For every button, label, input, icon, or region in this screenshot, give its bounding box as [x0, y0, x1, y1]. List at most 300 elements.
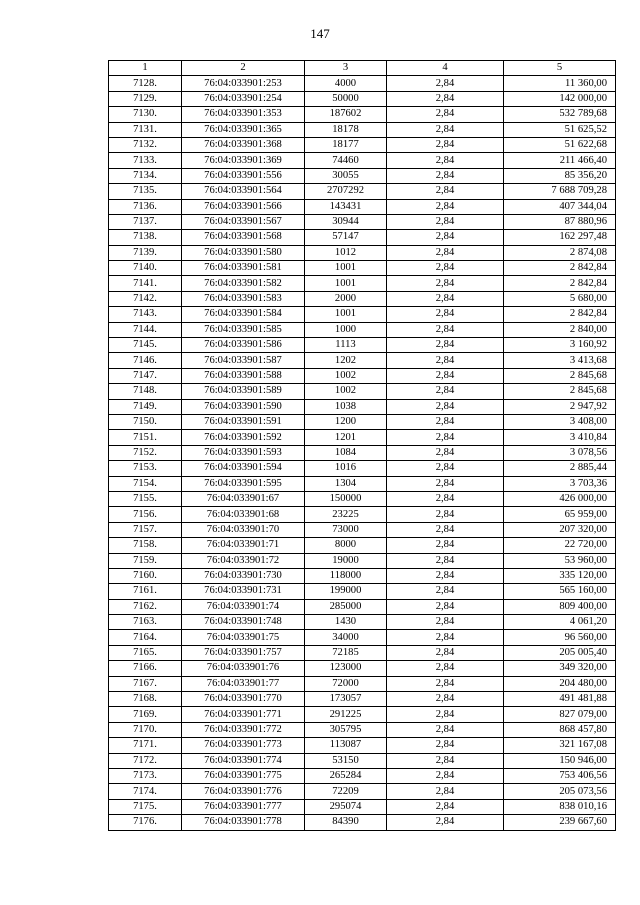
amount-cell: 2 885,44	[504, 461, 616, 476]
row-number-cell: 7166.	[109, 661, 182, 676]
amount-cell: 11 360,00	[504, 76, 616, 91]
rate-cell: 2,84	[387, 722, 504, 737]
rate-cell: 2,84	[387, 322, 504, 337]
amount-cell: 2 874,08	[504, 245, 616, 260]
cadastral-number-cell: 76:04:033901:588	[182, 368, 305, 383]
row-number-cell: 7172.	[109, 753, 182, 768]
table-row	[109, 815, 616, 830]
rate-cell: 2,84	[387, 261, 504, 276]
rate-cell: 2,84	[387, 122, 504, 137]
area-cell: 118000	[305, 568, 387, 583]
rate-cell: 2,84	[387, 553, 504, 568]
table-row	[109, 122, 616, 137]
page-number: 147	[310, 26, 330, 41]
row-number-cell: 7131.	[109, 122, 182, 137]
amount-cell: 2 845,68	[504, 384, 616, 399]
area-cell: 1038	[305, 399, 387, 414]
row-number-cell: 7167.	[109, 676, 182, 691]
table-row	[109, 430, 616, 445]
cadastral-number-cell: 76:04:033901:778	[182, 815, 305, 830]
area-cell: 1113	[305, 338, 387, 353]
cadastral-number-cell: 76:04:033901:369	[182, 153, 305, 168]
cadastral-number-cell: 76:04:033901:776	[182, 784, 305, 799]
column-header-2: 2	[182, 61, 305, 76]
area-cell: 1000	[305, 322, 387, 337]
row-number-cell: 7164.	[109, 630, 182, 645]
amount-cell: 4 061,20	[504, 615, 616, 630]
table-row	[109, 214, 616, 229]
area-cell: 1002	[305, 384, 387, 399]
rate-cell: 2,84	[387, 430, 504, 445]
row-number-cell: 7153.	[109, 461, 182, 476]
column-header-5: 5	[504, 61, 616, 76]
cadastral-number-cell: 76:04:033901:68	[182, 507, 305, 522]
cadastral-number-cell: 76:04:033901:581	[182, 261, 305, 276]
row-number-cell: 7162.	[109, 599, 182, 614]
table-row	[109, 522, 616, 537]
row-number-cell: 7159.	[109, 553, 182, 568]
table-row	[109, 91, 616, 106]
cadastral-number-cell: 76:04:033901:589	[182, 384, 305, 399]
rate-cell: 2,84	[387, 676, 504, 691]
table-row	[109, 414, 616, 429]
amount-cell: 407 344,04	[504, 199, 616, 214]
cadastral-number-cell: 76:04:033901:587	[182, 353, 305, 368]
amount-cell: 321 167,08	[504, 738, 616, 753]
row-number-cell: 7160.	[109, 568, 182, 583]
rate-cell: 2,84	[387, 276, 504, 291]
cadastral-number-cell: 76:04:033901:568	[182, 230, 305, 245]
amount-cell: 426 000,00	[504, 491, 616, 506]
cadastral-number-cell: 76:04:033901:368	[182, 137, 305, 152]
amount-cell: 3 408,00	[504, 414, 616, 429]
area-cell: 1304	[305, 476, 387, 491]
amount-cell: 2 840,00	[504, 322, 616, 337]
table-row	[109, 768, 616, 783]
rate-cell: 2,84	[387, 799, 504, 814]
table-row	[109, 368, 616, 383]
row-number-cell: 7140.	[109, 261, 182, 276]
row-number-cell: 7135.	[109, 184, 182, 199]
rate-cell: 2,84	[387, 461, 504, 476]
rate-cell: 2,84	[387, 307, 504, 322]
header-row	[109, 61, 616, 76]
amount-cell: 532 789,68	[504, 107, 616, 122]
table-row	[109, 445, 616, 460]
table-row	[109, 738, 616, 753]
amount-cell: 207 320,00	[504, 522, 616, 537]
rate-cell: 2,84	[387, 476, 504, 491]
rate-cell: 2,84	[387, 815, 504, 830]
cadastral-number-cell: 76:04:033901:584	[182, 307, 305, 322]
area-cell: 113087	[305, 738, 387, 753]
row-number-cell: 7141.	[109, 276, 182, 291]
row-number-cell: 7163.	[109, 615, 182, 630]
table-row	[109, 338, 616, 353]
amount-cell: 96 560,00	[504, 630, 616, 645]
amount-cell: 3 410,84	[504, 430, 616, 445]
amount-cell: 51 622,68	[504, 137, 616, 152]
cadastral-number-cell: 76:04:033901:772	[182, 722, 305, 737]
area-cell: 19000	[305, 553, 387, 568]
table-row	[109, 491, 616, 506]
row-number-cell: 7169.	[109, 707, 182, 722]
area-cell: 295074	[305, 799, 387, 814]
table-row	[109, 568, 616, 583]
table-row	[109, 384, 616, 399]
table-row	[109, 245, 616, 260]
table-row	[109, 107, 616, 122]
table-row	[109, 168, 616, 183]
area-cell: 72000	[305, 676, 387, 691]
area-cell: 2000	[305, 291, 387, 306]
table-header	[109, 61, 616, 76]
cadastral-number-cell: 76:04:033901:254	[182, 91, 305, 106]
row-number-cell: 7165.	[109, 645, 182, 660]
cadastral-number-cell: 76:04:033901:566	[182, 199, 305, 214]
row-number-cell: 7154.	[109, 476, 182, 491]
cadastral-number-cell: 76:04:033901:74	[182, 599, 305, 614]
area-cell: 1001	[305, 261, 387, 276]
cadastral-number-cell: 76:04:033901:770	[182, 692, 305, 707]
rate-cell: 2,84	[387, 184, 504, 199]
data-table	[108, 60, 616, 831]
cadastral-number-cell: 76:04:033901:585	[182, 322, 305, 337]
row-number-cell: 7157.	[109, 522, 182, 537]
cadastral-number-cell: 76:04:033901:67	[182, 491, 305, 506]
cadastral-number-cell: 76:04:033901:556	[182, 168, 305, 183]
amount-cell: 565 160,00	[504, 584, 616, 599]
rate-cell: 2,84	[387, 692, 504, 707]
amount-cell: 85 356,20	[504, 168, 616, 183]
cadastral-number-cell: 76:04:033901:757	[182, 645, 305, 660]
table-row	[109, 199, 616, 214]
row-number-cell: 7132.	[109, 137, 182, 152]
cadastral-number-cell: 76:04:033901:586	[182, 338, 305, 353]
column-header-1: 1	[109, 61, 182, 76]
table-row	[109, 153, 616, 168]
table-row	[109, 676, 616, 691]
cadastral-number-cell: 76:04:033901:748	[182, 615, 305, 630]
amount-cell: 335 120,00	[504, 568, 616, 583]
rate-cell: 2,84	[387, 445, 504, 460]
area-cell: 74460	[305, 153, 387, 168]
table-body	[109, 76, 616, 830]
area-cell: 1012	[305, 245, 387, 260]
row-number-cell: 7138.	[109, 230, 182, 245]
table-row	[109, 799, 616, 814]
table-row	[109, 276, 616, 291]
table-row	[109, 615, 616, 630]
rate-cell: 2,84	[387, 338, 504, 353]
column-header-3: 3	[305, 61, 387, 76]
area-cell: 18178	[305, 122, 387, 137]
amount-cell: 22 720,00	[504, 538, 616, 553]
area-cell: 1002	[305, 368, 387, 383]
table-row	[109, 584, 616, 599]
area-cell: 53150	[305, 753, 387, 768]
row-number-cell: 7142.	[109, 291, 182, 306]
rate-cell: 2,84	[387, 753, 504, 768]
rate-cell: 2,84	[387, 91, 504, 106]
cadastral-number-cell: 76:04:033901:591	[182, 414, 305, 429]
cadastral-number-cell: 76:04:033901:71	[182, 538, 305, 553]
rate-cell: 2,84	[387, 153, 504, 168]
table-row	[109, 784, 616, 799]
rate-cell: 2,84	[387, 645, 504, 660]
amount-cell: 239 667,60	[504, 815, 616, 830]
amount-cell: 838 010,16	[504, 799, 616, 814]
table-row	[109, 507, 616, 522]
area-cell: 50000	[305, 91, 387, 106]
rate-cell: 2,84	[387, 168, 504, 183]
amount-cell: 753 406,56	[504, 768, 616, 783]
table-row	[109, 538, 616, 553]
cadastral-number-cell: 76:04:033901:730	[182, 568, 305, 583]
amount-cell: 51 625,52	[504, 122, 616, 137]
table-row	[109, 461, 616, 476]
amount-cell: 204 480,00	[504, 676, 616, 691]
row-number-cell: 7155.	[109, 491, 182, 506]
row-number-cell: 7161.	[109, 584, 182, 599]
cadastral-number-cell: 76:04:033901:76	[182, 661, 305, 676]
rate-cell: 2,84	[387, 738, 504, 753]
table-row	[109, 291, 616, 306]
cadastral-number-cell: 76:04:033901:75	[182, 630, 305, 645]
cadastral-number-cell: 76:04:033901:70	[182, 522, 305, 537]
area-cell: 1001	[305, 276, 387, 291]
rate-cell: 2,84	[387, 107, 504, 122]
row-number-cell: 7152.	[109, 445, 182, 460]
area-cell: 265284	[305, 768, 387, 783]
cadastral-number-cell: 76:04:033901:590	[182, 399, 305, 414]
cadastral-number-cell: 76:04:033901:583	[182, 291, 305, 306]
table-row	[109, 553, 616, 568]
area-cell: 8000	[305, 538, 387, 553]
amount-cell: 53 960,00	[504, 553, 616, 568]
rate-cell: 2,84	[387, 230, 504, 245]
row-number-cell: 7139.	[109, 245, 182, 260]
rate-cell: 2,84	[387, 368, 504, 383]
rate-cell: 2,84	[387, 630, 504, 645]
table-row	[109, 661, 616, 676]
rate-cell: 2,84	[387, 399, 504, 414]
row-number-cell: 7173.	[109, 768, 182, 783]
cadastral-number-cell: 76:04:033901:567	[182, 214, 305, 229]
cadastral-number-cell: 76:04:033901:731	[182, 584, 305, 599]
area-cell: 305795	[305, 722, 387, 737]
amount-cell: 7 688 709,28	[504, 184, 616, 199]
amount-cell: 827 079,00	[504, 707, 616, 722]
row-number-cell: 7176.	[109, 815, 182, 830]
row-number-cell: 7170.	[109, 722, 182, 737]
area-cell: 143431	[305, 199, 387, 214]
area-cell: 23225	[305, 507, 387, 522]
rate-cell: 2,84	[387, 568, 504, 583]
cadastral-number-cell: 76:04:033901:771	[182, 707, 305, 722]
amount-cell: 491 481,88	[504, 692, 616, 707]
row-number-cell: 7149.	[109, 399, 182, 414]
area-cell: 291225	[305, 707, 387, 722]
rate-cell: 2,84	[387, 291, 504, 306]
rate-cell: 2,84	[387, 137, 504, 152]
row-number-cell: 7175.	[109, 799, 182, 814]
amount-cell: 3 413,68	[504, 353, 616, 368]
amount-cell: 162 297,48	[504, 230, 616, 245]
amount-cell: 3 703,36	[504, 476, 616, 491]
amount-cell: 2 842,84	[504, 276, 616, 291]
amount-cell: 205 073,56	[504, 784, 616, 799]
rate-cell: 2,84	[387, 76, 504, 91]
table-row	[109, 76, 616, 91]
table-row	[109, 722, 616, 737]
rate-cell: 2,84	[387, 214, 504, 229]
area-cell: 84390	[305, 815, 387, 830]
area-cell: 1201	[305, 430, 387, 445]
table-row	[109, 630, 616, 645]
row-number-cell: 7144.	[109, 322, 182, 337]
area-cell: 1430	[305, 615, 387, 630]
cadastral-number-cell: 76:04:033901:774	[182, 753, 305, 768]
amount-cell: 5 680,00	[504, 291, 616, 306]
row-number-cell: 7151.	[109, 430, 182, 445]
row-number-cell: 7147.	[109, 368, 182, 383]
cadastral-number-cell: 76:04:033901:72	[182, 553, 305, 568]
table-row	[109, 707, 616, 722]
row-number-cell: 7137.	[109, 214, 182, 229]
area-cell: 72209	[305, 784, 387, 799]
amount-cell: 150 946,00	[504, 753, 616, 768]
rate-cell: 2,84	[387, 768, 504, 783]
rate-cell: 2,84	[387, 199, 504, 214]
rate-cell: 2,84	[387, 245, 504, 260]
cadastral-number-cell: 76:04:033901:564	[182, 184, 305, 199]
amount-cell: 809 400,00	[504, 599, 616, 614]
area-cell: 30055	[305, 168, 387, 183]
row-number-cell: 7156.	[109, 507, 182, 522]
table-row	[109, 230, 616, 245]
area-cell: 34000	[305, 630, 387, 645]
area-cell: 73000	[305, 522, 387, 537]
amount-cell: 87 880,96	[504, 214, 616, 229]
cadastral-number-cell: 76:04:033901:775	[182, 768, 305, 783]
area-cell: 173057	[305, 692, 387, 707]
table-row	[109, 599, 616, 614]
cadastral-number-cell: 76:04:033901:593	[182, 445, 305, 460]
row-number-cell: 7146.	[109, 353, 182, 368]
row-number-cell: 7129.	[109, 91, 182, 106]
table-row	[109, 353, 616, 368]
cadastral-number-cell: 76:04:033901:592	[182, 430, 305, 445]
cadastral-number-cell: 76:04:033901:77	[182, 676, 305, 691]
rate-cell: 2,84	[387, 384, 504, 399]
amount-cell: 65 959,00	[504, 507, 616, 522]
column-header-4: 4	[387, 61, 504, 76]
table-row	[109, 307, 616, 322]
cadastral-number-cell: 76:04:033901:580	[182, 245, 305, 260]
row-number-cell: 7171.	[109, 738, 182, 753]
area-cell: 285000	[305, 599, 387, 614]
cadastral-number-cell: 76:04:033901:777	[182, 799, 305, 814]
row-number-cell: 7168.	[109, 692, 182, 707]
amount-cell: 3 078,56	[504, 445, 616, 460]
table-row	[109, 645, 616, 660]
table-row	[109, 261, 616, 276]
rate-cell: 2,84	[387, 661, 504, 676]
area-cell: 1200	[305, 414, 387, 429]
table-row	[109, 692, 616, 707]
rate-cell: 2,84	[387, 353, 504, 368]
area-cell: 187602	[305, 107, 387, 122]
area-cell: 1016	[305, 461, 387, 476]
area-cell: 199000	[305, 584, 387, 599]
area-cell: 57147	[305, 230, 387, 245]
cadastral-number-cell: 76:04:033901:582	[182, 276, 305, 291]
row-number-cell: 7128.	[109, 76, 182, 91]
amount-cell: 211 466,40	[504, 153, 616, 168]
rate-cell: 2,84	[387, 491, 504, 506]
cadastral-number-cell: 76:04:033901:594	[182, 461, 305, 476]
rate-cell: 2,84	[387, 584, 504, 599]
row-number-cell: 7148.	[109, 384, 182, 399]
rate-cell: 2,84	[387, 707, 504, 722]
row-number-cell: 7150.	[109, 414, 182, 429]
row-number-cell: 7136.	[109, 199, 182, 214]
amount-cell: 2 842,84	[504, 261, 616, 276]
row-number-cell: 7143.	[109, 307, 182, 322]
area-cell: 1084	[305, 445, 387, 460]
cadastral-number-cell: 76:04:033901:353	[182, 107, 305, 122]
table-row	[109, 476, 616, 491]
area-cell: 1202	[305, 353, 387, 368]
area-cell: 150000	[305, 491, 387, 506]
amount-cell: 205 005,40	[504, 645, 616, 660]
row-number-cell: 7174.	[109, 784, 182, 799]
table-row	[109, 399, 616, 414]
cadastral-number-cell: 76:04:033901:253	[182, 76, 305, 91]
rate-cell: 2,84	[387, 538, 504, 553]
amount-cell: 2 845,68	[504, 368, 616, 383]
amount-cell: 349 320,00	[504, 661, 616, 676]
rate-cell: 2,84	[387, 522, 504, 537]
row-number-cell: 7133.	[109, 153, 182, 168]
amount-cell: 3 160,92	[504, 338, 616, 353]
rate-cell: 2,84	[387, 784, 504, 799]
area-cell: 123000	[305, 661, 387, 676]
table-row	[109, 184, 616, 199]
area-cell: 4000	[305, 76, 387, 91]
row-number-cell: 7130.	[109, 107, 182, 122]
rate-cell: 2,84	[387, 507, 504, 522]
row-number-cell: 7145.	[109, 338, 182, 353]
row-number-cell: 7134.	[109, 168, 182, 183]
area-cell: 72185	[305, 645, 387, 660]
rate-cell: 2,84	[387, 615, 504, 630]
rate-cell: 2,84	[387, 414, 504, 429]
cadastral-number-cell: 76:04:033901:773	[182, 738, 305, 753]
table-row	[109, 137, 616, 152]
area-cell: 30944	[305, 214, 387, 229]
area-cell: 1001	[305, 307, 387, 322]
cadastral-number-cell: 76:04:033901:595	[182, 476, 305, 491]
area-cell: 2707292	[305, 184, 387, 199]
rate-cell: 2,84	[387, 599, 504, 614]
area-cell: 18177	[305, 137, 387, 152]
amount-cell: 868 457,80	[504, 722, 616, 737]
amount-cell: 2 842,84	[504, 307, 616, 322]
cadastral-number-cell: 76:04:033901:365	[182, 122, 305, 137]
amount-cell: 142 000,00	[504, 91, 616, 106]
